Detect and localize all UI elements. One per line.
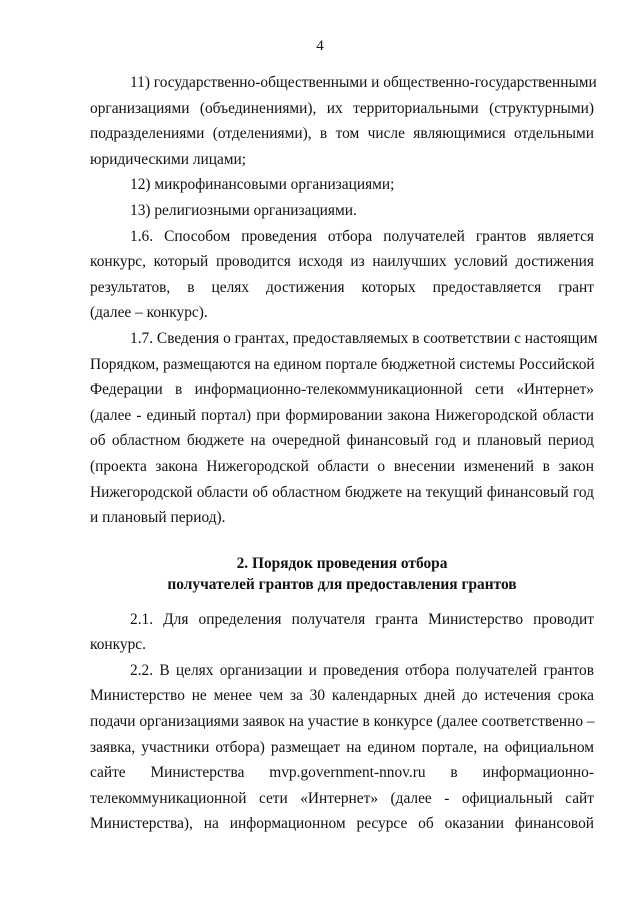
paragraph-item-13: 13) религиозными организациями. — [130, 201, 357, 219]
paragraph-2-2 — [90, 658, 594, 837]
paragraph-line: Министерство не менее чем за 30 календарных дней до истечения срока — [90, 687, 594, 705]
paragraph-item-11 — [90, 70, 597, 172]
paragraph-line: подачи организациями заявок на участие в конкурсе (далее соответственно – — [90, 713, 595, 731]
paragraph-line: (далее - единый портал) при формировании закона Нижегородской области — [90, 406, 594, 424]
paragraph-line: 2.2. В целях организации и проведения отбора получателей грантов — [130, 661, 594, 679]
paragraph-line: 1.6. Способом проведения отбора получателей грантов является — [130, 227, 594, 245]
paragraph-line: 1.7. Сведения о грантах, предоставляемых в соответствии с настоящим — [130, 329, 598, 347]
paragraph-line: конкурс, который проводится исходя из наилучших условий достижения — [90, 253, 594, 271]
paragraph-line: телекоммуникационной сети «Интернет» (далее - официальный сайт — [90, 789, 594, 807]
paragraph-line: об областном бюджете на очередной финансовый год и плановый период — [90, 432, 594, 450]
paragraph-line: заявка, участники отбора) размещает на едином портале, на официальном — [90, 738, 594, 756]
paragraph-1-7 — [90, 326, 598, 531]
paragraph-line: Министерства), на информационном ресурсе об оказании финансовой — [90, 815, 594, 833]
paragraph-line: (проекта закона Нижегородской области о внесении изменений в закон — [90, 457, 594, 475]
paragraph-line: организациями (объединениями), их территориальными (структурными) — [90, 99, 594, 117]
page-number: 4 — [316, 38, 324, 54]
paragraph-line: сайте Министерства mvp.government-nnov.ru в информационно- — [90, 764, 594, 782]
paragraph-line: конкурс. — [90, 636, 146, 654]
paragraph-1-6 — [90, 224, 594, 326]
paragraph-item-12: 12) микрофинансовыми организациями; — [130, 176, 395, 194]
paragraph-line: (далее – конкурс). — [90, 304, 208, 322]
document-body — [90, 70, 598, 837]
paragraph-line: юридическими лицами; — [90, 150, 247, 168]
paragraph-line: Нижегородской области об областном бюджете на текущий финансовый год — [90, 483, 594, 501]
paragraph-line: 11) государственно-общественными и общественно-государственными — [130, 74, 597, 91]
paragraph-line: Федерации в информационно-телекоммуникационной сети «Интернет» — [90, 381, 594, 399]
paragraph-line: и плановый период). — [90, 509, 226, 527]
paragraph-line: 2.1. Для определения получателя гранта Министерство проводит — [130, 610, 594, 628]
section-heading-line: 2. Порядок проведения отбора — [236, 554, 448, 572]
section-heading — [90, 553, 594, 595]
section-heading-line: получателей грантов для предоставления грантов — [167, 575, 517, 593]
paragraph-line: результатов, в целях достижения которых предоставляется грант — [90, 278, 594, 296]
paragraph-2-1 — [90, 607, 594, 658]
paragraph-line: Порядком, размещаются на едином портале бюджетной системы Российской — [90, 355, 595, 373]
paragraph-line: подразделениями (отделениями), в том числе являющимися отдельными — [90, 125, 594, 143]
